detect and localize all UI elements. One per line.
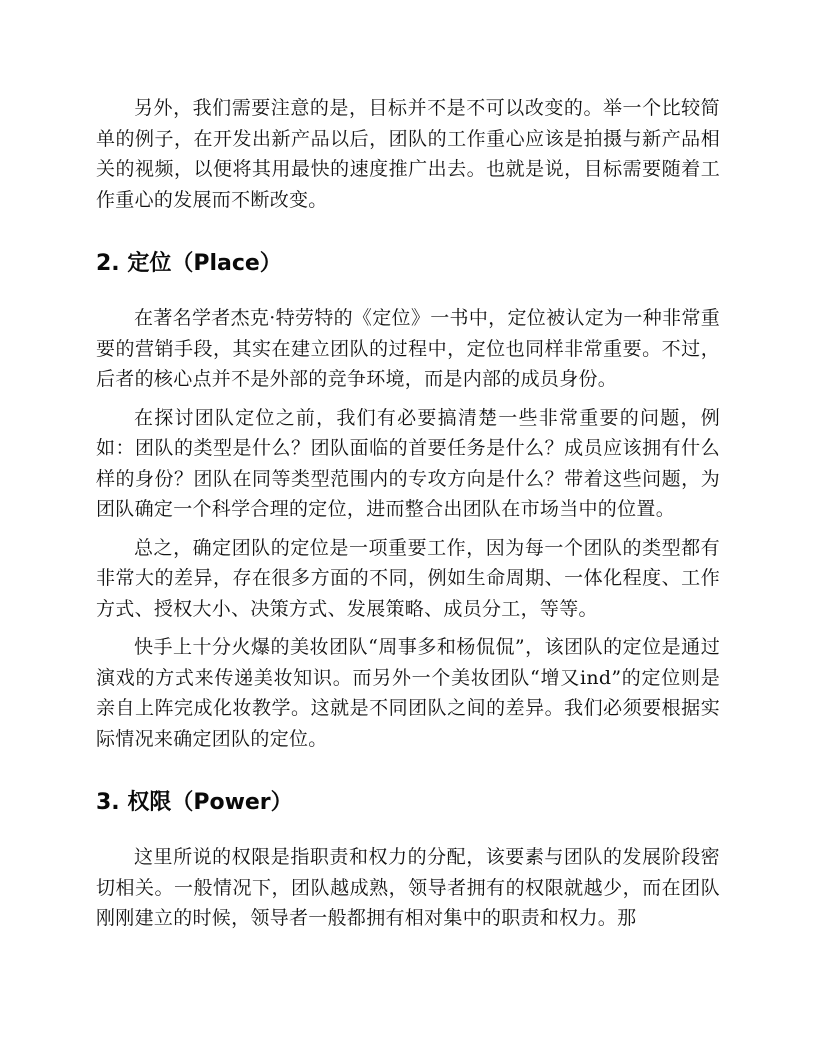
- paragraph-goal-change: 另外，我们需要注意的是，目标并不是不可以改变的。举一个比较简单的例子，在开发出新产品以后，团队的工作重心应该是拍摄与新产品相关的视频，以便将其用最快的速度推广出去。也就是说，目标需要随着工作重心的发展而不断改变。: [96, 97, 720, 211]
- paragraph-place-intro: 在著名学者杰克·特劳特的《定位》一书中，定位被认定为一种非常重要的营销手段，其实在建立团队的过程中，定位也同样非常重要。不过，后者的核心点并不是外部的竞争环境，而是内部的成员身份。: [96, 307, 720, 390]
- section-heading-power: 3. 权限（Power）: [96, 790, 293, 815]
- paragraph-place-summary: 总之，确定团队的定位是一项重要工作，因为每一个团队的类型都有非常大的差异，存在很多方面的不同，例如生命周期、一体化程度、工作方式、授权大小、决策方式、发展策略、成员分工，等等。: [96, 536, 720, 620]
- section-heading-place: 2. 定位（Place）: [96, 251, 282, 276]
- paragraph-power-intro: 这里所说的权限是指职责和权力的分配，该要素与团队的发展阶段密切相关。一般情况下，团队越成熟，领导者拥有的权限就越少，而在团队刚刚建立的时候，领导者一般都拥有相对集中的职责和权力。那: [96, 846, 720, 929]
- paragraph-place-questions: 在探讨团队定位之前，我们有必要搞清楚一些非常重要的问题，例如：团队的类型是什么？团队面临的首要任务是什么？成员应该拥有什么样的身份？团队在同等类型范围内的专攻方向是什么？带着这些问题，为团队确定一个科学合理的定位，进而整合出团队在市场当中的位置。: [96, 406, 720, 520]
- document-page: [96, 93, 720, 942]
- paragraph-place-example: 快手上十分火爆的美妆团队“周事多和杨侃侃”，该团队的定位是通过演戏的方式来传递美妆知识。而另外一个美妆团队“增又ind”的定位则是亲自上阵完成化妆教学。这就是不同团队之间的差异。我们必须要根据实际情况来确定团队的定位。: [96, 636, 720, 750]
